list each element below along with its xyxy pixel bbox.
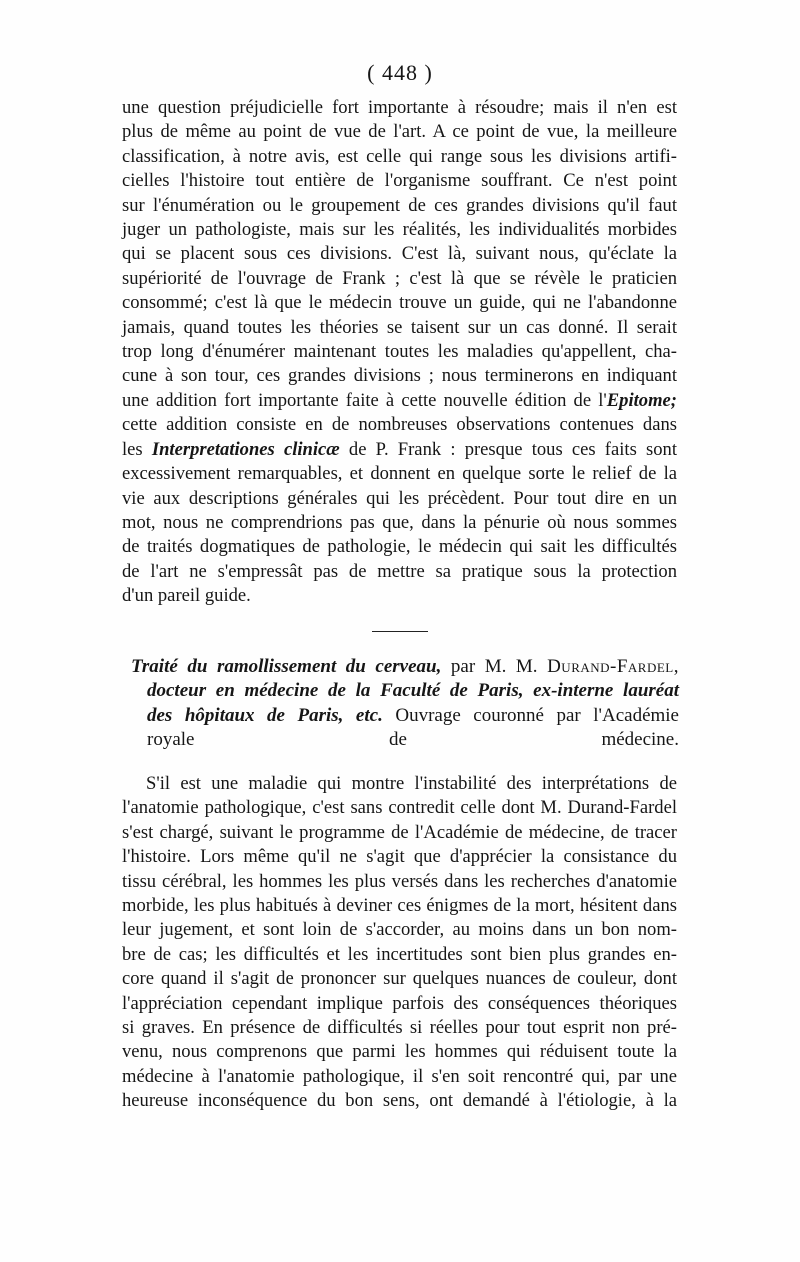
text-line: vie aux descriptions générales qui les précèdent. Pour tout dire en un — [122, 487, 677, 509]
text-line: supériorité de l'ouvrage de Frank ; c'est là que se révèle le praticien — [122, 267, 677, 289]
text-line — [122, 438, 677, 462]
text-line: l'anatomie pathologique, c'est sans contredit celle dont M. Durand-Fardel — [122, 797, 677, 819]
text-line: sur l'énumération ou le groupement de ces grandes divisions qu'il faut — [122, 194, 677, 216]
entry-line — [131, 704, 679, 728]
text-run: de P. Frank : presque tous ces faits sont — [339, 438, 677, 460]
text-line: morbide, les plus habitués à deviner ces énigmes de la mort, hésitent dans — [122, 895, 677, 917]
text-line: de l'art ne s'empressât pas de mettre sa pratique sous la protection — [122, 560, 677, 582]
italic-title: Epitome; — [606, 389, 677, 411]
text-line: mot, nous ne comprendrions pas que, dans la pénurie où nous sommes — [122, 511, 677, 533]
book-entry-heading — [131, 655, 679, 753]
text-line: core quand il s'agit de prononcer sur quelques nuances de couleur, dont — [122, 968, 677, 990]
text-line: d'un pareil guide. — [122, 585, 251, 607]
text-line: l'histoire. Lors même qu'il ne s'agit que d'apprécier la consistance du — [122, 846, 677, 868]
author-name: Durand-Fardel, — [547, 656, 679, 677]
text-line: juger un pathologiste, mais sur les réalités, les individualités morbides — [122, 219, 677, 241]
text-run: Ouvrage couronné par l'Académie — [382, 704, 679, 726]
text-line: venu, nous comprenons que parmi les hommes qui réduisent toute la — [122, 1041, 677, 1063]
text-line: de traités dogmatiques de pathologie, le médecin qui sait les difficultés — [122, 536, 677, 558]
text-line: excessivement remarquables, et donnent en quelque sorte le relief de la — [122, 463, 677, 485]
text-line: médecine à l'anatomie pathologique, il s'en soit rencontré qui, par une — [122, 1065, 677, 1087]
entry-line: royale de médecine. — [147, 729, 679, 751]
text-line: leur jugement, et sont loin de s'accorder, au moins dans un bon nom- — [122, 919, 677, 941]
text-line: consommé; c'est là que le médecin trouve un guide, qui ne l'abandonne — [122, 292, 677, 314]
text-line: cune à son tour, ces grandes divisions ; nous terminerons en indiquant — [122, 365, 677, 387]
entry-line: docteur en médecine de la Faculté de Paris, ex-interne lauréat — [147, 680, 679, 702]
text-line: l'appréciation cependant implique parfois des conséquences théoriques — [122, 992, 677, 1014]
text-line: heureuse inconséquence du bon sens, ont demandé à l'étiologie, à la — [122, 1090, 677, 1112]
italic-run: des hôpitaux de Paris, etc. — [147, 704, 383, 726]
text-line: si graves. En présence de difficultés si réelles pour tout esprit non pré- — [122, 1017, 677, 1039]
text-line: bre de cas; les difficultés et les incertitudes sont bien plus grandes en- — [122, 943, 677, 965]
section-divider — [372, 631, 428, 632]
text-line: S'il est une maladie qui montre l'instabilité des interprétations de — [146, 773, 677, 794]
text-line: cette addition consiste en de nombreuses observations contenues dans — [122, 414, 677, 436]
text-line: qui se placent sous ces divisions. C'est là, suivant nous, qu'éclate la — [122, 243, 677, 265]
text-line: trop long d'énumérer maintenant toutes les maladies qu'appellent, cha- — [122, 341, 677, 363]
text-line: classification, à notre avis, est celle qui range sous les divisions artifi- — [122, 145, 677, 167]
text-run: les — [122, 438, 152, 460]
text-line: jamais, quand toutes les théories se taisent sur un cas donné. Il serait — [122, 316, 677, 338]
book-title: Traité du ramollissement du cerveau, — [131, 656, 442, 677]
text-line: tissu cérébral, les hommes les plus versés dans les recherches d'anatomie — [122, 870, 677, 892]
italic-title: Interpretationes clinicæ — [151, 438, 340, 460]
entry-line — [131, 655, 679, 679]
page-number: ( 448 ) — [367, 60, 433, 85]
text-line: une question préjudicielle fort importante à résoudre; mais il n'en est — [122, 97, 677, 118]
text-line: plus de même au point de vue de l'art. A ce point de vue, la meilleure — [122, 121, 677, 143]
text-run: par M. M. — [441, 656, 548, 677]
paragraph-frank-review — [122, 96, 677, 609]
text-run: une addition fort importante faite à cette nouvelle édition de l' — [122, 389, 607, 411]
text-line: cielles l'histoire tout entière de l'organisme souffrant. Ce n'est point — [122, 170, 677, 192]
text-line: s'est chargé, suivant le programme de l'Académie de médecine, de tracer — [122, 821, 677, 843]
text-line — [122, 389, 677, 413]
paragraph-durand-fardel-review — [122, 772, 677, 1114]
